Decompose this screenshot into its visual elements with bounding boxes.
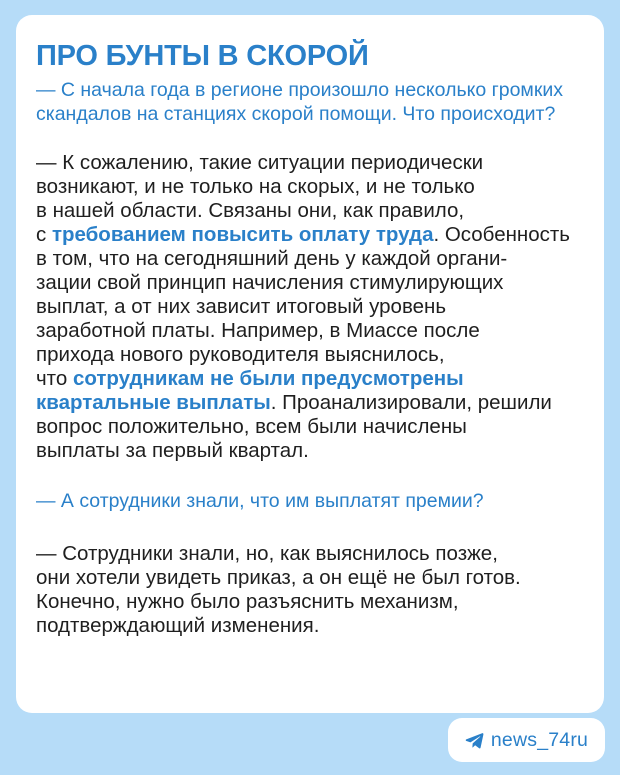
answer-1-line: [36, 391, 596, 415]
answer-2-line: подтверждающий изменения.: [36, 614, 320, 637]
answer-1-line: [36, 367, 596, 391]
content-card: [16, 15, 604, 713]
answer-1-line: выплат, а от них зависит итоговый уровень: [36, 295, 447, 318]
highlight-quarterly-payments: квартальные выплаты: [36, 391, 271, 414]
question-2-line: — А сотрудники знали, что им выплатят премии?: [36, 490, 484, 512]
answer-1-text: . Особенность: [433, 223, 570, 246]
answer-1-line: [36, 223, 596, 247]
channel-handle[interactable]: news_74ru: [490, 728, 589, 751]
question-1-line-2: скандалов на станциях скорой помощи. Что происходит?: [36, 102, 556, 125]
answer-1-text: что: [36, 367, 73, 390]
answer-1-line: вопрос положительно, всем были начислены: [36, 415, 467, 438]
answer-1: [36, 151, 596, 463]
answer-1-line: заработной платы. Например, в Миассе после: [36, 319, 480, 342]
answer-2-line: — Сотрудники знали, но, как выяснилось позже,: [36, 542, 498, 565]
answer-1-line: в том, что на сегодняшний день у каждой органи-: [36, 247, 508, 270]
answer-2-line: Конечно, нужно было разъяснить механизм,: [36, 590, 459, 613]
answer-1-text: с: [36, 223, 52, 246]
answer-1-text: . Проанализировали, решили: [270, 391, 552, 414]
answer-1-line: зации свой принцип начисления стимулирующих: [36, 271, 504, 294]
answer-1-line: прихода нового руководителя выяснилось,: [36, 343, 445, 366]
highlight-pay-demand: требованием повысить оплату труда: [51, 223, 434, 246]
answer-2: [36, 542, 596, 638]
highlight-employees: сотрудникам не были предусмотрены: [72, 367, 464, 390]
answer-1-line: — К сожалению, такие ситуации периодически: [36, 151, 484, 174]
answer-2-line: они хотели увидеть приказ, а он ещё не был готов.: [36, 566, 521, 589]
answer-1-line: выплаты за первый квартал.: [36, 439, 309, 462]
answer-1-line: возникают, и не только на скорых, и не только: [36, 175, 475, 198]
question-2: [36, 490, 596, 514]
page-title: ПРО БУНТЫ В СКОРОЙ: [36, 40, 369, 72]
telegram-channel-badge[interactable]: [448, 718, 605, 762]
answer-1-line: в нашей области. Связаны они, как правило,: [36, 199, 465, 222]
question-1: [36, 79, 596, 126]
telegram-icon: [465, 732, 484, 749]
question-1-line-1: — С начала года в регионе произошло несколько громких: [36, 79, 564, 101]
